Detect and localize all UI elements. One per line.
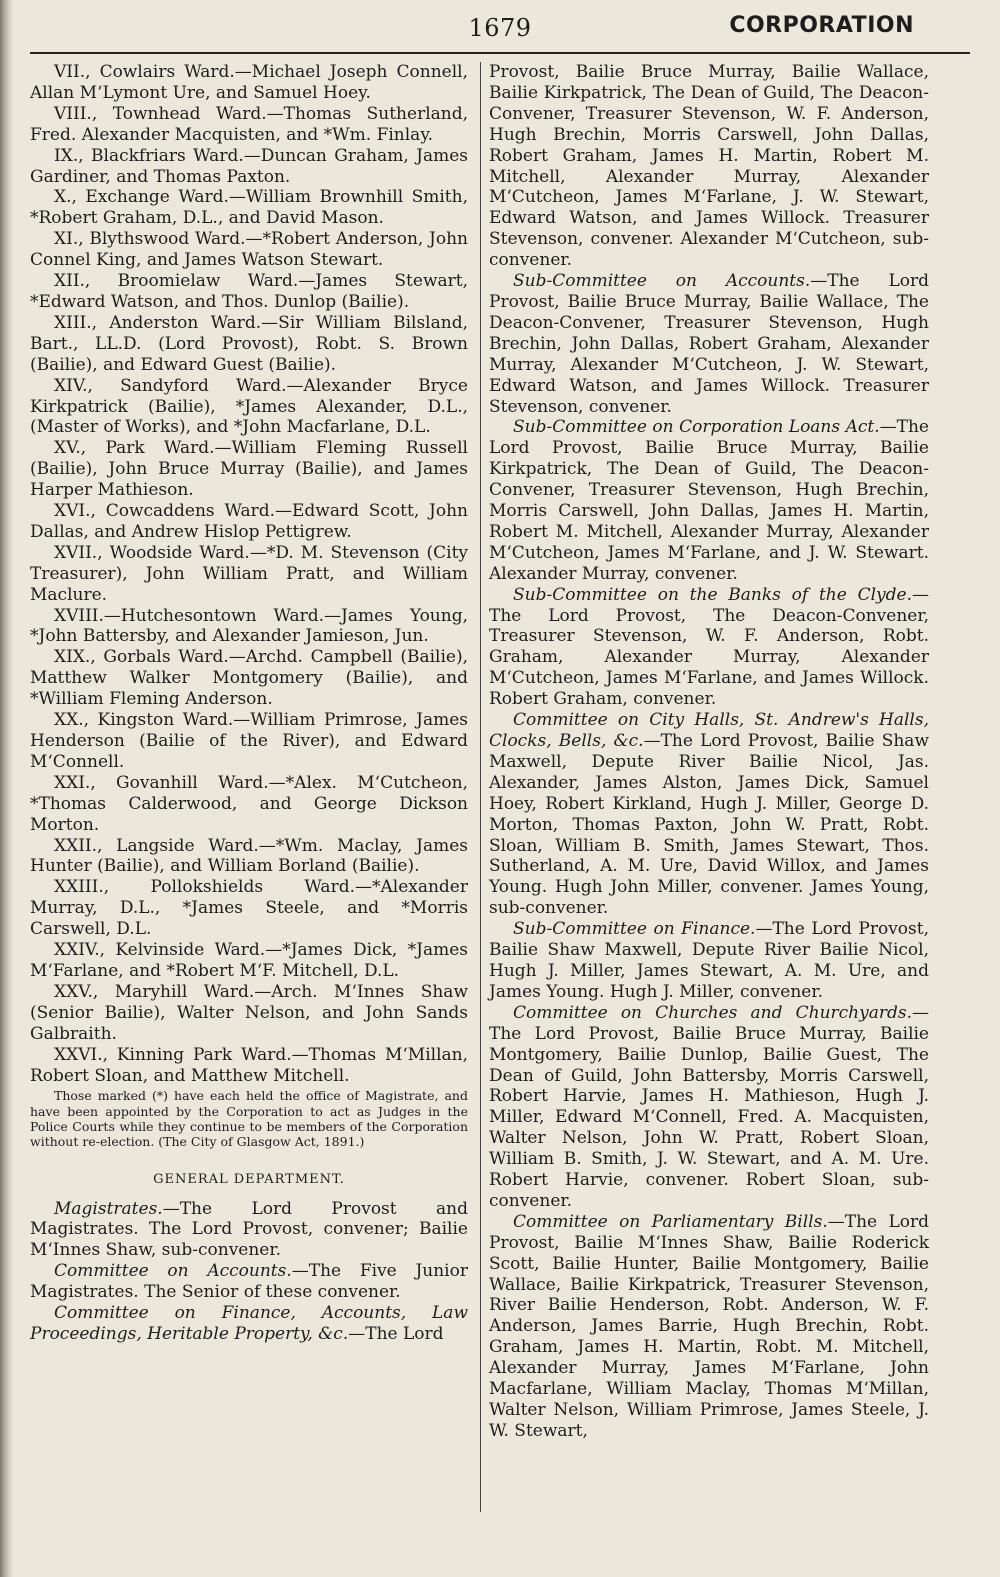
committee-title: Sub-Committee on Finance. xyxy=(513,919,756,940)
ward-entry: XV., Park Ward.—William Fleming Russell (Bailie), John Bruce Murray (Bailie), and James Harper Mathieson. xyxy=(30,438,468,501)
committee-title: Committee on Accounts. xyxy=(54,1261,292,1282)
committee-entry xyxy=(489,1003,929,1212)
ward-entry: XIII., Anderston Ward.—Sir William Bilsland, Bart., LL.D. (Lord Provost), Robt. S. Brown (Bailie), and Edward Guest (Bailie). xyxy=(30,312,468,375)
committee-members: —The Lord Provost, Bailie Bruce Murray, Bailie Wallace, The Deacon-Convener, Treasurer Stevenson, Hugh Brechin, John Dallas, Robert Graham, Alexander Murray, Alexander M‘Cutcheon, J. W. Stewart, Edward Watson, and James Willock. Treasurer Stevenson, convener. xyxy=(489,271,929,417)
ward-entry: XX., Kingston Ward.—William Primrose, James Henderson (Bailie of the River), and Edward M‘Connell. xyxy=(30,710,468,772)
committee-members: —The Lord Provost, Bailie Bruce Murray, Bailie Montgomery, Bailie Dunlop, Bailie Guest, The Dean of Guild, John Battersby, Morris Carswell, Robert Harvie, James H. Mathieson, Hugh J. Miller, Edward M‘Connell, Fred. A. Macquisten, Walter Nelson, John W. Pratt, Robert Sloan, William B. Smith, J. W. Stewart, and A. M. Ure. Robert Harvie, convener. Robert Sloan, sub-convener. xyxy=(489,1002,929,1211)
ward-entry: XIV., Sandyford Ward.—Alexander Bryce Kirkpatrick (Bailie), *James Alexander, D.L., (Master of Works), and *John Macfarlane, D.L. xyxy=(30,375,468,438)
committee-title: Sub-Committee on Accounts. xyxy=(513,271,811,292)
committee-title: Committee on City Halls, St. Andrew's Halls, Clocks, Bells, &c. xyxy=(489,710,929,751)
header-rule xyxy=(30,52,970,54)
footnote: Those marked (*) have each held the office of Magistrate, and have been appointed by the Corporation to act as Judges in the Police Courts while they continue to be members of the Corporation without re-election. (The City of Glasgow Act, 1891.) xyxy=(30,1088,468,1150)
right-column xyxy=(489,62,929,1442)
committee-title: Committee on Finance, Accounts, Law Proceedings, Heritable Property, &c. xyxy=(30,1303,468,1344)
ward-entry: VII., Cowlairs Ward.—Michael Joseph Connell, Allan M‘Lymont Ure, and Samuel Hoey. xyxy=(30,62,468,103)
ward-entry: XXIV., Kelvinside Ward.—*James Dick, *James M‘Farlane, and *Robert M‘F. Mitchell, D.L. xyxy=(30,940,468,981)
committee-entry xyxy=(30,1199,468,1262)
committee-members: —The Lord Provost, Bailie Shaw Maxwell, Depute River Bailie Nicol, Jas. Alexander, James Alston, James Dick, Samuel Hoey, Robert Kirkland, Hugh J. Miller, George D. Morton, Thomas Paxton, John W. Pratt, Robt. Sloan, William B. Smith, James Stewart, Thos. Sutherland, A. M. Ure, David Willox, and James Young. Hugh John Miller, convener. James Young, sub-convener. xyxy=(489,731,929,919)
ward-entry: XXI., Govanhill Ward.—*Alex. M‘Cutcheon, *Thomas Calderwood, and George Dickson Morton. xyxy=(30,772,468,835)
ward-entry: XXV., Maryhill Ward.—Arch. M‘Innes Shaw (Senior Bailie), Walter Nelson, and John Sands Galbraith. xyxy=(30,981,468,1044)
left-column xyxy=(30,62,468,1345)
page-binding-edge xyxy=(0,0,14,1577)
ward-entry: XXII., Langside Ward.—*Wm. Maclay, James Hunter (Bailie), and William Borland (Bailie). xyxy=(30,835,468,877)
ward-entry: XXIII., Pollokshields Ward.—*Alexander Murray, D.L., *James Steele, and *Morris Carswell, D.L. xyxy=(30,877,468,940)
committee-continuation: Provost, Bailie Bruce Murray, Bailie Wallace, Bailie Kirkpatrick, The Dean of Guild, The Deacon-Convener, Treasurer Stevenson, W. F. Anderson, Hugh Brechin, Morris Carswell, John Dallas, Robert Graham, James H. Martin, Robert M. Mitchell, Alexander Murray, Alexander M‘Cutcheon, James M‘Farlane, J. W. Stewart, Edward Watson, and James Willock. Treasurer Stevenson, convener. Alexander M‘Cutcheon, sub-convener. xyxy=(489,62,929,271)
committee-members: —The Lord xyxy=(348,1323,444,1344)
committee-members: —The Five Junior Magistrates. The Senior of these convener. xyxy=(30,1261,468,1303)
committee-entry xyxy=(489,417,929,584)
committee-entry xyxy=(489,710,929,919)
committee-members: —The Lord Provost, Bailie Bruce Murray, Bailie Kirkpatrick, The Dean of Guild, The Deacon-Convener, Treasurer Stevenson, Hugh Brechin, Morris Carswell, John Dallas, James H. Martin, Robert M. Mitchell, Alexander Murray, Alexander M‘Cutcheon, James M‘Farlane, and J. W. Stewart. Alexander Murray, convener. xyxy=(489,417,929,584)
committee-entry xyxy=(489,585,929,710)
ward-entry: XXVI., Kinning Park Ward.—Thomas M‘Millan, Robert Sloan, and Matthew Mitchell. xyxy=(30,1044,468,1086)
committee-members: —The Lord Provost, Bailie M‘Innes Shaw, Bailie Roderick Scott, Bailie Hunter, Bailie Montgomery, Bailie Wallace, Bailie Kirkpatrick, Treasurer Stevenson, River Bailie Henderson, Robt. Anderson, W. F. Anderson, James Barrie, Hugh Brechin, Robt. Graham, James H. Martin, Robt. M. Mitchell, Alexander Murray, James M‘Farlane, John Macfarlane, William Maclay, Thomas M‘Millan, Walter Nelson, William Primrose, James Steele, J. W. Stewart, xyxy=(489,1211,929,1441)
committee-title: Committee on Churches and Churchyards. xyxy=(513,1002,912,1023)
committee-members: —The Lord Provost, Bailie Shaw Maxwell, Depute River Bailie Nicol, Hugh J. Miller, James Stewart, A. M. Ure, and James Young. Hugh J. Miller, convener. xyxy=(489,919,929,1002)
ward-entry: XVI., Cowcaddens Ward.—Edward Scott, John Dallas, and Andrew Hislop Pettigrew. xyxy=(30,501,468,542)
committee-entry xyxy=(489,271,929,417)
ward-entry: XVIII.—Hutchesontown Ward.—James Young, *John Battersby, and Alexander Jamieson, Jun. xyxy=(30,605,468,647)
page-number: 1679 xyxy=(468,14,532,42)
committee-members: —The Lord Provost, The Deacon-Convener, Treasurer Stevenson, W. F. Anderson, Robt. Graham, Alexander Murray, Alexander M‘Cutcheon, James M‘Farlane, and James Willock. Robert Graham, convener. xyxy=(489,584,929,710)
committee-members: —The Lord Provost and Magistrates. The Lord Provost, convener; Bailie M‘Innes Shaw, sub-convener. xyxy=(30,1198,468,1261)
ward-entry: IX., Blackfriars Ward.—Duncan Graham, James Gardiner, and Thomas Paxton. xyxy=(30,145,468,187)
committee-entry xyxy=(489,1212,929,1442)
column-divider xyxy=(480,62,481,1512)
running-head: CORPORATION xyxy=(729,13,914,38)
ward-entry: VIII., Townhead Ward.—Thomas Sutherland, Fred. Alexander Macquisten, and *Wm. Finlay. xyxy=(30,103,468,145)
ward-entry: XVII., Woodside Ward.—*D. M. Stevenson (City Treasurer), John William Pratt, and William Maclure. xyxy=(30,542,468,605)
committee-entry xyxy=(30,1303,468,1345)
committee-entry xyxy=(489,919,929,1003)
committee-entry xyxy=(30,1261,468,1303)
ward-entry: XI., Blythswood Ward.—*Robert Anderson, John Connel King, and James Watson Stewart. xyxy=(30,229,468,271)
committee-title: Sub-Committee on the Banks of the Clyde. xyxy=(513,584,912,605)
committee-title: Magistrates. xyxy=(54,1198,163,1219)
ward-entry: XII., Broomielaw Ward.—James Stewart, *Edward Watson, and Thos. Dunlop (Bailie). xyxy=(30,271,468,312)
ward-entry: XIX., Gorbals Ward.—Archd. Campbell (Bailie), Matthew Walker Montgomery (Bailie), and *William Fleming Anderson. xyxy=(30,647,468,710)
ward-entry: X., Exchange Ward.—William Brownhill Smith, *Robert Graham, D.L., and David Mason. xyxy=(30,187,468,229)
section-heading: GENERAL DEPARTMENT. xyxy=(153,1171,345,1187)
committee-title: Sub-Committee on Corporation Loans Act. xyxy=(513,417,880,438)
committee-title: Committee on Parliamentary Bills. xyxy=(513,1211,828,1232)
